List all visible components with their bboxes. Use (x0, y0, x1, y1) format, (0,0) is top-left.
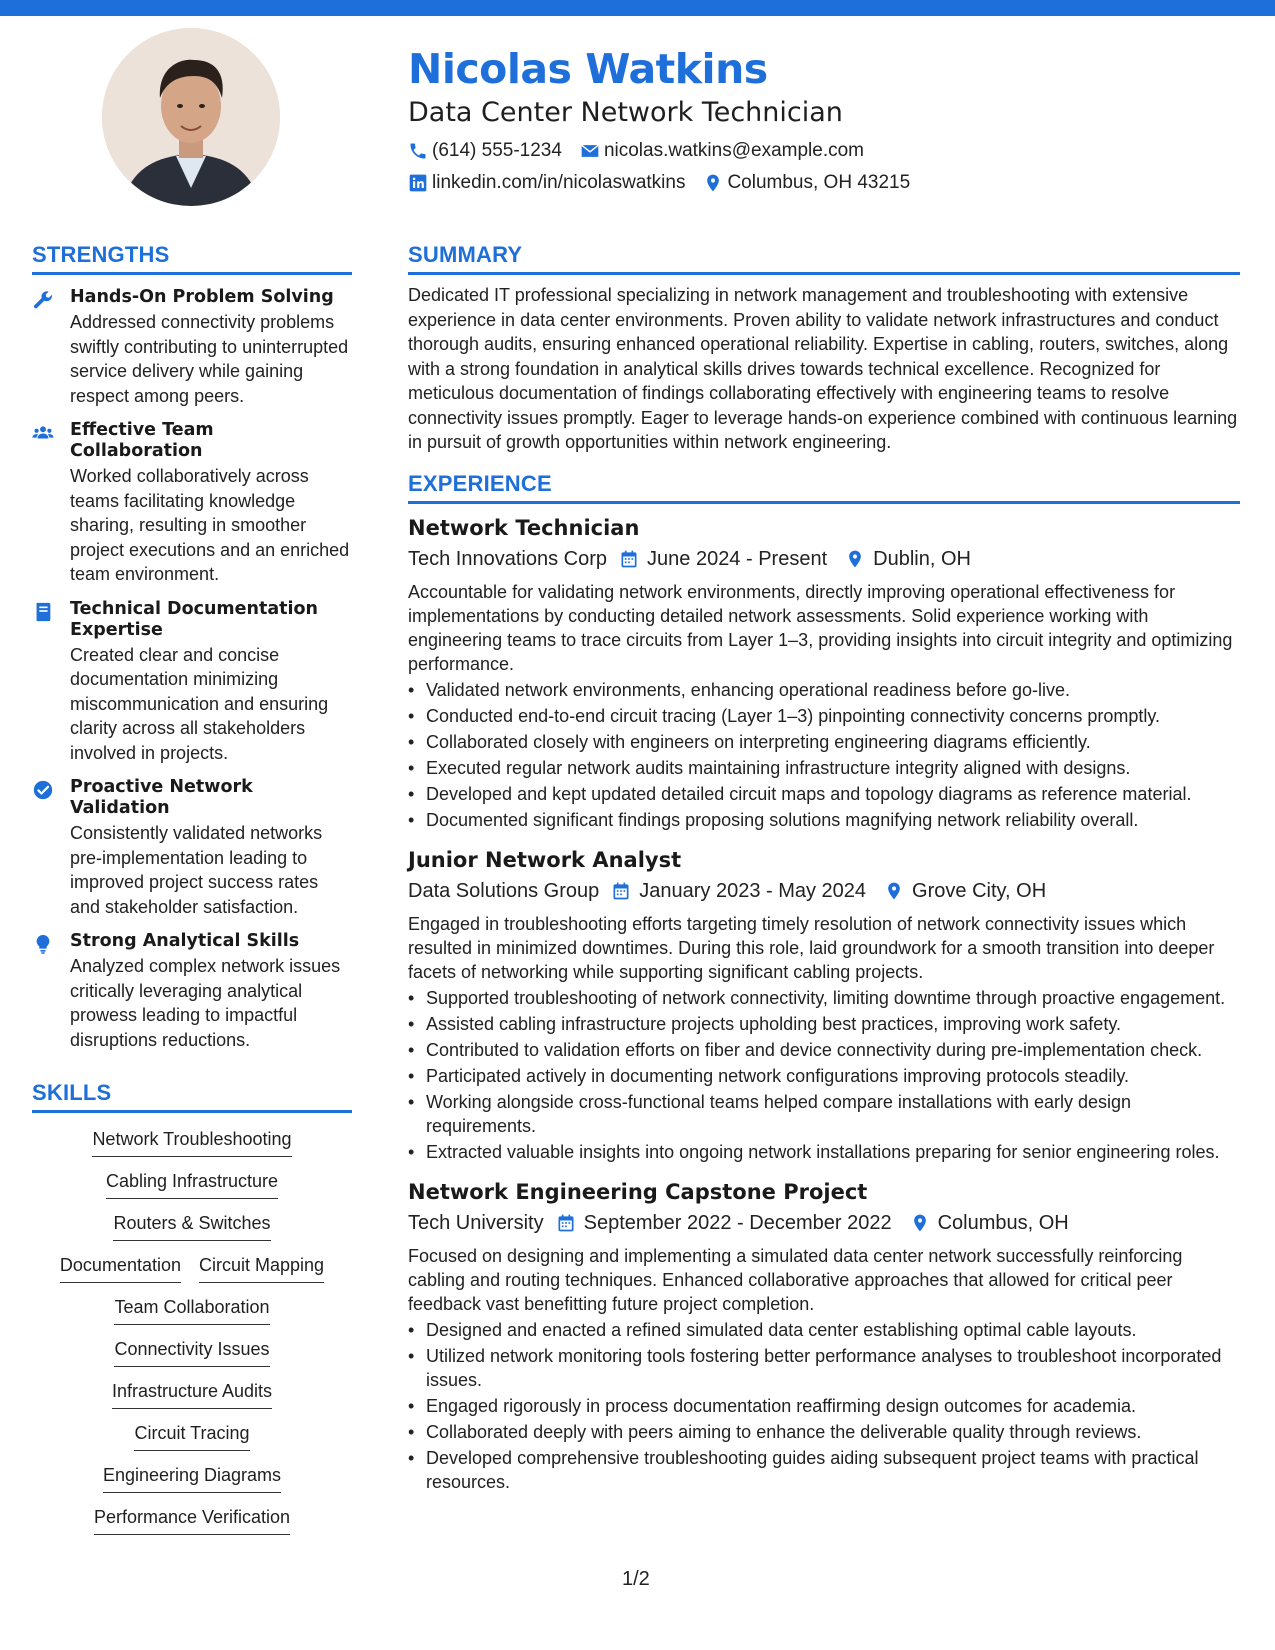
strength-desc: Consistently validated networks pre-implementation leading to improved project success rates and stakeholder satisfaction. (70, 823, 323, 917)
job-description: Accountable for validating network environments, directly improving operational effectiveness for implementations by conducting detailed network assessments. Solid experience working with engineering teams to trace circuits from Layer 1–3, providing insights into circuit integrity and optimizing performance. (408, 581, 1233, 674)
strength-title: Effective Team Collaboration (70, 420, 214, 461)
bullet-item: • Contributed to validation efforts on fiber and device connectivity during pre-implementation check. (408, 1038, 1240, 1062)
check-circle-icon (32, 779, 54, 801)
company-name: Tech University (408, 1211, 544, 1234)
wrench-icon (32, 289, 54, 311)
job-description: Focused on designing and implementing a simulated data center network successfully reinforcing cabling and routing techniques. Enhanced collaborative approaches that allowed for critical peer feedback vast benefitting future project completion. (408, 1245, 1183, 1314)
right-column (408, 240, 1240, 1494)
top-accent-bar (0, 0, 1275, 16)
bullet-item: • Executed regular network audits maintaining infrastructure integrity aligned with designs. (408, 756, 1240, 780)
job-title: Junior Network Analyst (408, 847, 682, 872)
experience-entry (408, 846, 1240, 1164)
contact-phone[interactable] (408, 138, 562, 164)
map-pin-icon (703, 173, 723, 193)
job-bullets (408, 678, 1240, 832)
job-description: Engaged in troubleshooting efforts targeting timely resolution of network connectivity issues which resulted in minimized downtimes. During this role, laid groundwork for a smooth transition into deeper facets of networking while supporting significant cabling projects. (408, 913, 1215, 982)
strength-title: Technical Documentation Expertise (70, 598, 319, 640)
job-location: Grove City, OH (912, 879, 1047, 902)
calendar-icon (611, 881, 631, 901)
job-meta (408, 876, 1240, 906)
contact-linkedin[interactable] (408, 170, 685, 196)
linkedin-icon (408, 173, 428, 193)
bullet-item: • Engaged rigorously in process documentation reaffirming design outcomes for academia. (408, 1394, 1240, 1418)
bullet-item: • Extracted valuable insights into ongoing network installations preparing for senior engineering roles. (408, 1140, 1240, 1164)
skill-tag: Routers & Switches (113, 1211, 270, 1241)
summary-heading: SUMMARY (408, 240, 1240, 275)
experience-heading: EXPERIENCE (408, 469, 1240, 504)
skill-tag: Circuit Tracing (134, 1421, 249, 1451)
resume-header (408, 44, 1228, 196)
calendar-icon (619, 549, 639, 569)
bullet-item: • Assisted cabling infrastructure projects upholding best practices, improving work safety. (408, 1012, 1240, 1036)
skill-tag: Circuit Mapping (199, 1253, 324, 1283)
bullet-item: • Validated network environments, enhancing operational readiness before go-live. (408, 678, 1240, 702)
linkedin-text: linkedin.com/in/nicolaswatkins (432, 172, 686, 193)
bullet-item: • Designed and enacted a refined simulated data center establishing optimal cable layouts. (408, 1318, 1240, 1342)
bullet-item: • Developed and kept updated detailed circuit maps and topology diagrams as reference material. (408, 782, 1240, 806)
strength-desc: Created clear and concise documentation minimizing miscommunication and ensuring clarity across all stakeholders involved in projects. (70, 644, 329, 763)
job-location: Dublin, OH (873, 547, 971, 570)
experience-entry (408, 1178, 1240, 1494)
contact-location (703, 170, 910, 196)
strength-item (32, 287, 352, 408)
strength-desc: Analyzed complex network issues critically leveraging analytical prowess leading to impactful disruptions reductions. (70, 956, 341, 1050)
map-pin-icon (845, 549, 865, 569)
bullet-item: • Collaborated closely with engineers on interpreting engineering diagrams efficiently. (408, 730, 1240, 754)
skill-tag: Cabling Infrastructure (106, 1169, 278, 1199)
strength-title: Hands-On Problem Solving (70, 287, 334, 307)
job-bullets (408, 1318, 1240, 1494)
strength-item (32, 777, 352, 919)
skill-tag: Infrastructure Audits (112, 1379, 272, 1409)
strengths-heading: STRENGTHS (32, 240, 352, 275)
experience-entry (408, 514, 1240, 832)
job-bullets (408, 986, 1240, 1164)
skill-tag: Connectivity Issues (114, 1337, 269, 1367)
page-number: 1/2 (622, 1568, 650, 1590)
skills-list (32, 1127, 352, 1535)
contact-row-1 (408, 138, 1228, 164)
skill-tag: Network Troubleshooting (92, 1127, 291, 1157)
strength-title: Proactive Network Validation (70, 777, 253, 818)
job-dates: January 2023 - May 2024 (639, 879, 867, 902)
strength-desc: Addressed connectivity problems swiftly contributing to uninterrupted service delivery while gaining respect among peers. (70, 312, 349, 406)
bullet-item: • Supported troubleshooting of network connectivity, limiting downtime through proactive engagement. (408, 986, 1240, 1010)
calendar-icon (556, 1213, 576, 1233)
job-title: Network Technician (408, 515, 640, 540)
job-dates: September 2022 - December 2022 (583, 1211, 892, 1234)
job-dates: June 2024 - Present (647, 547, 828, 570)
location-text: Columbus, OH 43215 (727, 172, 911, 193)
map-pin-icon (910, 1213, 930, 1233)
map-pin-icon (884, 881, 904, 901)
strength-item (32, 931, 352, 1052)
skills-heading: SKILLS (32, 1078, 352, 1113)
strength-item (32, 420, 352, 587)
strength-title: Strong Analytical Skills (70, 931, 300, 951)
bullet-item: • Developed comprehensive troubleshooting guides aiding subsequent project teams with practical resources. (408, 1446, 1240, 1494)
book-icon (32, 601, 54, 623)
phone-text: (614) 555-1234 (432, 140, 562, 161)
job-meta (408, 544, 1240, 574)
bullet-item: • Conducted end-to-end circuit tracing (Layer 1–3) pinpointing connectivity concerns promptly. (408, 704, 1240, 728)
bullet-item: • Collaborated deeply with peers aiming to enhance the deliverable quality through reviews. (408, 1420, 1240, 1444)
candidate-name: Nicolas Watkins (408, 45, 768, 93)
skill-tag: Performance Verification (94, 1505, 290, 1535)
left-column (32, 240, 352, 1547)
profile-photo (102, 28, 280, 206)
bullet-item: • Participated actively in documenting network configurations improving protocols steadily. (408, 1064, 1240, 1088)
job-meta (408, 1208, 1240, 1238)
summary-text: Dedicated IT professional specializing in network management and troubleshooting with extensive experience in data center environments. Proven ability to validate network infrastructures and conduct thorough audits, ensuring enhanced operational reliability. Expertise in cabling, routers, switches, along with a strong foundation in analytical skills drives towards technical excellence. Recognized for meticulous documentation of findings collaborating effectively with engineering teams to resolve connectivity issues promptly. Eager to leverage hands-on experience combined with continuous learning in pursuit of growth opportunities within network engineering. (408, 285, 1238, 452)
job-title: Network Engineering Capstone Project (408, 1179, 868, 1204)
envelope-icon (580, 141, 600, 161)
bullet-item: • Utilized network monitoring tools fostering better performance analyses to troubleshoot incorporated issues. (408, 1344, 1240, 1392)
strength-desc: Worked collaboratively across teams facilitating knowledge sharing, resulting in smoother project executions and an enriched team environment. (70, 466, 350, 584)
job-location: Columbus, OH (937, 1211, 1069, 1234)
phone-icon (408, 141, 428, 161)
company-name: Tech Innovations Corp (408, 547, 608, 570)
candidate-title: Data Center Network Technician (408, 97, 843, 128)
bullet-item: • Working alongside cross-functional teams helped compare installations with early design requirements. (408, 1090, 1240, 1138)
skill-tag: Documentation (60, 1253, 181, 1283)
contact-email[interactable] (580, 138, 864, 164)
skill-tag: Engineering Diagrams (103, 1463, 281, 1493)
users-icon (32, 422, 54, 444)
lightbulb-icon (32, 933, 54, 955)
strength-item (32, 599, 352, 766)
email-text: nicolas.watkins@example.com (603, 140, 864, 161)
bullet-item: • Documented significant findings proposing solutions magnifying network reliability overall. (408, 808, 1240, 832)
company-name: Data Solutions Group (408, 879, 600, 902)
skill-tag: Team Collaboration (114, 1295, 269, 1325)
contact-row-2 (408, 170, 1228, 196)
